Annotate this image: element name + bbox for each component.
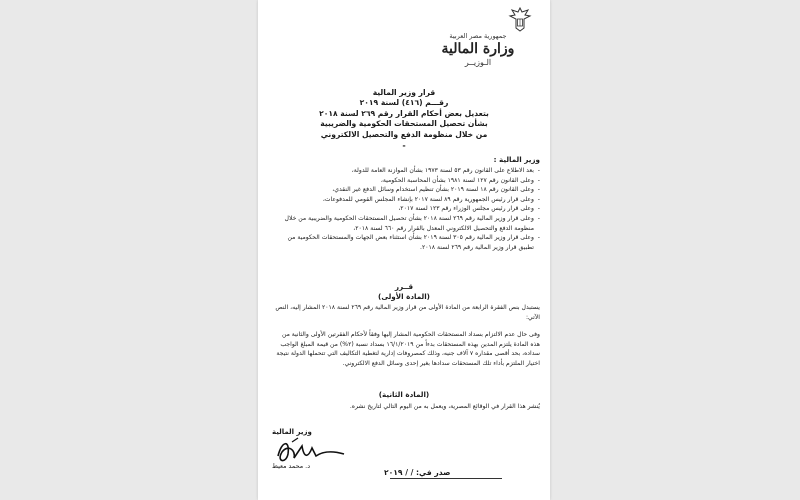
list-item: - وعلى القانون رقم ١٨ لسنة ٢٠١٩ بشأن تنظيم استخدام وسائل الدفع غير النقدي، bbox=[272, 185, 540, 195]
list-item: - وعلى القانون رقم ١٢٧ لسنة ١٩٨١ بشأن المحاسبة الحكومية، bbox=[272, 176, 540, 186]
list-item: - بعد الاطلاع على القانون رقم ٥٣ لسنة ١٩٧٣ بشأن الموازنة العامة للدولة، bbox=[272, 166, 540, 176]
republic-name: جمهورية مصر العربية bbox=[449, 32, 507, 40]
ministry-name: وزارة المالية bbox=[441, 41, 515, 57]
preamble-list bbox=[272, 166, 540, 252]
article-1-body: وفى حال عدم الالتزام بسداد المستحقات الحكومية المشار إليها وفقاً لأحكام الفقرتين الأولى والثانية من هذه المادة يلتزم المدين بهذه المستحقات بدءاً من ١٦/١/٢٠١٩ بسداد نسبة (٢%) من قيمة المبلغ الواجب سداده، بحد أقصى مقداره ٧ آلاف جنيه، وذلك كمصروفات إدارية لتغطية التكاليف التي تتحملها الدولة نتيجة اختيار الملتزم بأداء تلك المستحقات سدادها بغير إحدى وسائل الدفع الالكتروني. bbox=[276, 331, 540, 367]
title-divider: - bbox=[402, 141, 406, 151]
minister-office: الـوزيــر bbox=[464, 58, 492, 67]
eagle-emblem-icon bbox=[508, 6, 532, 32]
ministry-letterhead bbox=[418, 32, 538, 68]
decree-subject-line-1: بتعديل بعض أحكام القرار رقم ٢٦٩ لسنة ٢٠١٨ bbox=[319, 108, 489, 118]
signature-title: وزير المالية bbox=[272, 428, 312, 436]
decree-document-page bbox=[258, 0, 550, 500]
issue-date: صدر في: / / ٢٠١٩ bbox=[384, 468, 451, 477]
article-2-heading: (المادة الثانية) bbox=[378, 390, 430, 399]
article-1-intro: يستبدل بنص الفقرة الرابعة من المادة الأولى من قرار وزير المالية رقم ٢٦٩ لسنة ٢٠١٨ المشار إليه، النص الآتي: bbox=[275, 304, 540, 321]
decree-number: رقـــم (٤١٦) لسنة ٢٠١٩ bbox=[359, 98, 449, 108]
decree-subject-line-2: بشأن تحصيل المستحقات الحكومية والضريبية bbox=[320, 119, 488, 129]
decree-title: قرار وزير المالية bbox=[372, 88, 436, 97]
list-item: - وعلى قرار رئيس مجلس الوزراء رقم ١٢٣ لسنة ٢٠١٧، bbox=[272, 204, 540, 214]
preamble-heading: وزير المالية : bbox=[493, 155, 540, 164]
issue-date-underline bbox=[390, 478, 502, 479]
list-item: - وعلى قرار رئيس الجمهورية رقم ٨٩ لسنة ٢٠١٧ بإنشاء المجلس القومي للمدفوعات، bbox=[272, 195, 540, 205]
list-item: - وعلى قرار وزير المالية رقم ٣٠٥ لسنة ٢٠١٩ بشأن استثناء بعض الجهات والمستحقات الحكومية من تطبيق قرار وزير المالية رقم ٢٦٩ لسنة ٢٠١٨. bbox=[272, 233, 540, 252]
decree-title-block bbox=[266, 88, 542, 150]
article-1-heading: (المادة الأولى) bbox=[378, 292, 430, 301]
list-item: - وعلى قرار وزير المالية رقم ٢٦٩ لسنة ٢٠١٨ بشأن تحصيل المستحقات الحكومية والضريبية من خلال منظومة الدفع والتحصيل الالكتروني المعدل بالقرار رقم ٦٦٠ لسنة ٢٠١٨، bbox=[272, 214, 540, 233]
decree-subject-line-3: من خلال منظومة الدفع والتحصيل الالكتروني bbox=[320, 129, 488, 139]
decree-heading: قــرر bbox=[394, 282, 414, 291]
minister-name: د. محمد معيط bbox=[272, 462, 311, 470]
article-2-body: يُنشر هذا القرار في الوقائع المصرية، ويعمل به من اليوم التالي لتاريخ نشره. bbox=[349, 403, 540, 410]
